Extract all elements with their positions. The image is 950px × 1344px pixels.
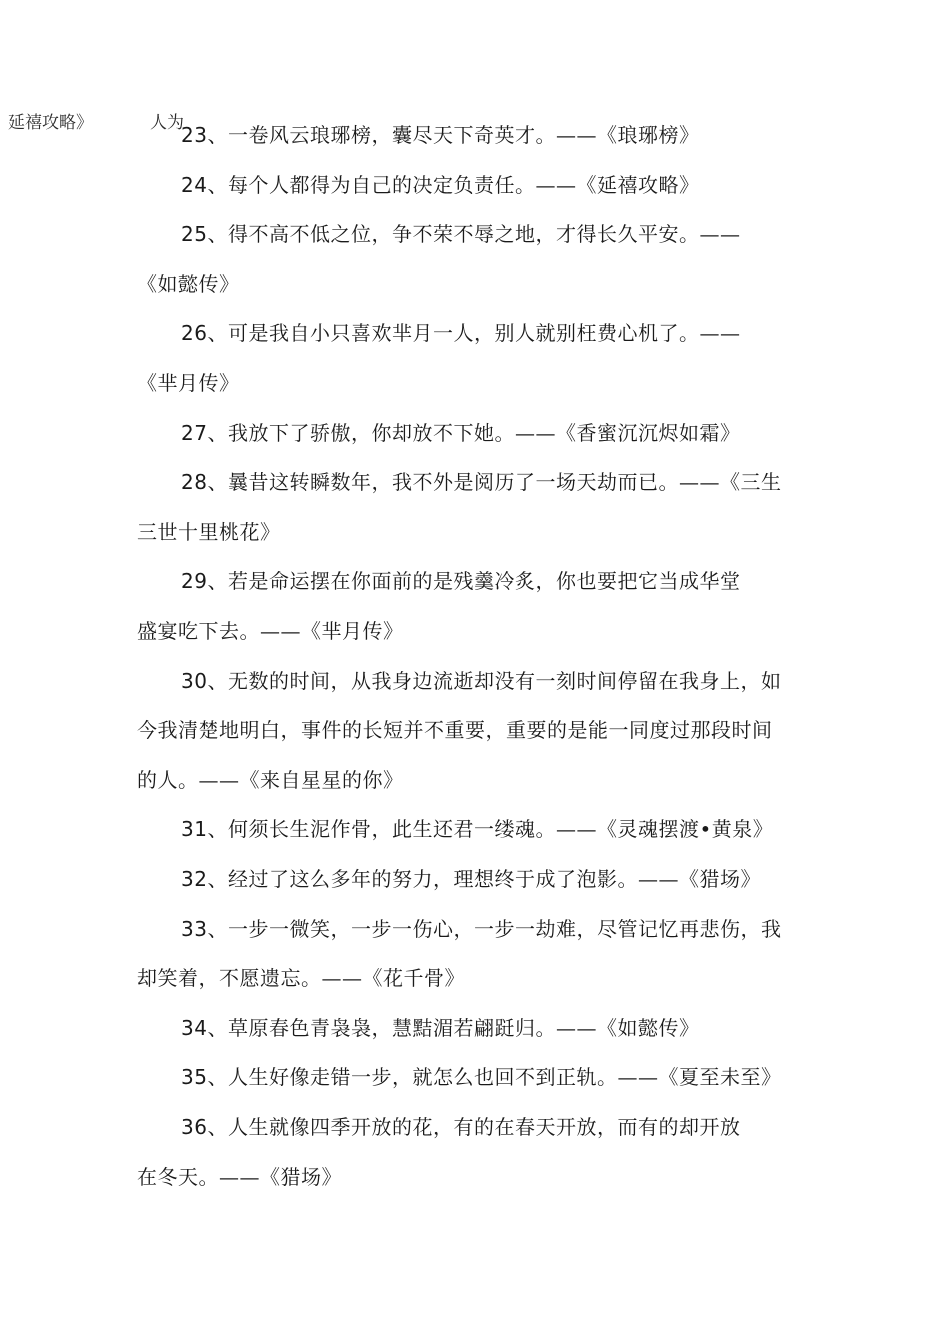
quote-text: 、何须长生泥作骨，此生还君一缕魂。——《灵魂摆渡•黄泉》: [207, 817, 774, 842]
quote-line-first: [181, 221, 871, 247]
quote-text: 、我放下了骄傲，你却放不下她。——《香蜜沉沉烬如霜》: [207, 420, 741, 445]
quote-line-continued: [137, 965, 827, 991]
quote-text: 三世十里桃花》: [137, 519, 281, 544]
quote-line-first: [181, 1114, 871, 1140]
header-fragment-left: 延禧攻略》: [8, 113, 93, 133]
quote-number: 23: [181, 123, 208, 147]
header-fragment-middle: 人为: [150, 113, 184, 133]
quote-text: 盛宴吃下去。——《芈月传》: [137, 619, 404, 643]
quote-number: 25: [181, 222, 208, 247]
quote-number: 33: [181, 916, 208, 941]
quote-text: 、人生好像走错一步，就怎么也回不到正轨。——《夏至未至》: [207, 1065, 782, 1090]
quote-text: 在冬天。——《猎场》: [137, 1164, 342, 1189]
quote-line-continued: [137, 618, 827, 644]
quote-line-first: [181, 668, 871, 694]
quote-line-continued: [137, 370, 827, 396]
quote-text: 、人生就像四季开放的花，有的在春天开放，而有的却开放: [207, 1115, 741, 1139]
quote-line-first: [181, 568, 871, 594]
quote-line-continued: [137, 1164, 827, 1190]
quote-text: 、得不高不低之位，争不荣不辱之地，才得长久平安。——: [207, 222, 741, 247]
quote-line-first: [181, 1015, 871, 1041]
quote-text: 、每个人都得为自己的决定负责任。——《延禧攻略》: [207, 172, 700, 197]
quote-number: 32: [181, 867, 208, 891]
quote-line-continued: [137, 271, 827, 297]
quote-number: 31: [181, 817, 208, 842]
quote-line-continued: [137, 767, 827, 793]
quote-number: 34: [181, 1015, 208, 1040]
quote-line-first: [181, 916, 871, 942]
quote-number: 30: [181, 668, 208, 693]
quote-text: 、草原春色青袅袅，慧黠湄若翩跹归。——《如懿传》: [207, 1015, 700, 1040]
quote-line-continued: [137, 519, 827, 545]
quote-text: 、曩昔这转瞬数年，我不外是阅历了一场天劫而已。——《三生: [207, 470, 782, 495]
quote-text: 、若是命运摆在你面前的是残羹冷炙，你也要把它当成华堂: [207, 569, 741, 594]
quote-line-first: [181, 469, 871, 495]
quote-number: 36: [181, 1115, 208, 1139]
quote-text: 却笑着，不愿遗忘。——《花千骨》: [137, 966, 465, 991]
quote-line-first: [181, 420, 871, 446]
quote-text: 的人。——《来自星星的你》: [137, 767, 404, 792]
quote-text: 、一卷风云琅琊榜，囊尽天下奇英才。——《琅琊榜》: [207, 123, 700, 147]
quote-number: 24: [181, 172, 208, 197]
quote-text: 《如懿传》: [137, 271, 240, 296]
quote-text: 、一步一微笑，一步一伤心，一步一劫难，尽管记忆再悲伤，我: [207, 916, 782, 941]
quote-line-first: [181, 122, 871, 148]
quote-number: 28: [181, 470, 208, 495]
quote-number: 29: [181, 569, 208, 594]
quote-text: 《芈月传》: [137, 371, 240, 395]
quote-text: 、经过了这么多年的努力，理想终于成了泡影。——《猎场》: [207, 867, 761, 891]
quote-text: 、无数的时间，从我身边流逝却没有一刻时间停留在我身上，如: [207, 668, 782, 693]
quote-text: 今我清楚地明白，事件的长短并不重要，重要的是能一同度过那段时间: [137, 718, 773, 743]
quote-number: 26: [181, 321, 208, 346]
quote-text: 、可是我自小只喜欢芈月一人，别人就别枉费心机了。——: [207, 321, 741, 346]
quote-line-first: [181, 172, 871, 198]
quote-number: 27: [181, 420, 208, 445]
quote-line-first: [181, 320, 871, 346]
quote-line-continued: [137, 717, 827, 743]
quote-line-first: [181, 866, 871, 892]
quote-line-first: [181, 1064, 871, 1090]
quote-number: 35: [181, 1065, 208, 1090]
quote-line-first: [181, 816, 871, 842]
